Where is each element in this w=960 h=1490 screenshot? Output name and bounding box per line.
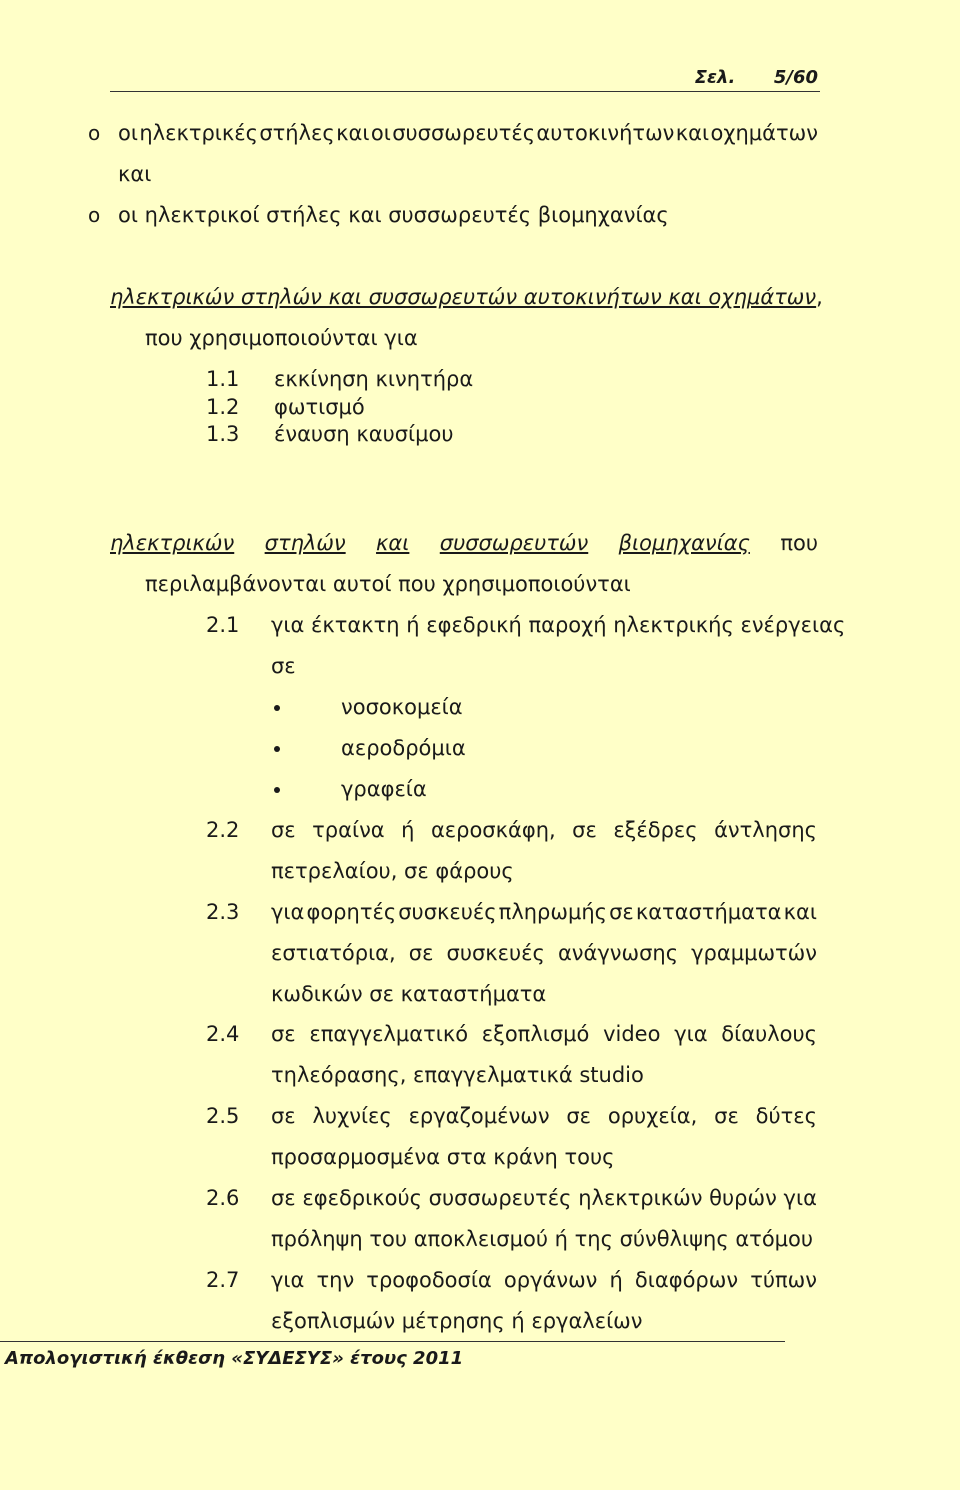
word: συσκευές (446, 941, 545, 965)
item-text-continuation: τηλεόρασης, επαγγελματικά studio (271, 1063, 644, 1087)
word: λυχνίες (312, 1104, 392, 1128)
page-header (695, 67, 818, 88)
bullet-item: νοσοκομεία (341, 695, 463, 719)
word: και (336, 121, 370, 145)
item-text-continuation: κωδικών σε καταστήματα (271, 982, 547, 1006)
word: πληρωμής (498, 900, 607, 924)
word: εφεδρικούς (302, 1186, 422, 1210)
word: καταστήματα (635, 900, 782, 924)
word: δύτες (755, 1104, 817, 1128)
item-text (271, 1024, 817, 1045)
word: σε (271, 1104, 296, 1128)
word: εξοπλισμό (481, 1022, 590, 1046)
word: οχημάτων (710, 121, 818, 145)
item-number: 1.2 (206, 395, 240, 419)
word: φορητές (306, 900, 397, 924)
word: οι (370, 121, 391, 145)
word: συσσωρευτές (392, 121, 536, 145)
word: θυρών (709, 1186, 777, 1210)
word: σε (714, 1104, 739, 1128)
item-text (271, 1106, 817, 1127)
item-text: φωτισμό (274, 395, 365, 419)
page-number: 5/60 (773, 67, 818, 88)
word: ή (609, 1268, 623, 1292)
word: δίαυλους (721, 1022, 817, 1046)
item-number: 2.4 (206, 1022, 240, 1046)
word: τύπων (750, 1268, 817, 1292)
word: για (271, 1268, 305, 1292)
item-text: εκκίνηση κινητήρα (274, 367, 474, 391)
word: επαγγελματικό (309, 1022, 469, 1046)
word: σε (271, 1022, 296, 1046)
section1-subheading: που χρησιμοποιούνται για (145, 326, 418, 350)
item-text (271, 1188, 817, 1209)
word: οι (118, 121, 138, 145)
item-text: έναυση καυσίμου (274, 422, 454, 446)
word: σε (572, 818, 597, 842)
word: αεροσκάφη, (430, 818, 556, 842)
item-number: 1.3 (206, 422, 240, 446)
section1-heading: ηλεκτρικών στηλών και συσσωρευτών αυτοκινήτων και οχημάτων, (110, 285, 823, 309)
word: σε (408, 941, 434, 965)
item-number: 2.5 (206, 1104, 240, 1128)
word: διαφόρων (634, 1268, 739, 1292)
word: και (675, 121, 710, 145)
item-text (271, 820, 817, 841)
word: τραίνα (312, 818, 385, 842)
word: εργαζομένων (408, 1104, 550, 1128)
item-text-continuation: πετρελαίου, σε φάρους (271, 859, 514, 883)
list-marker: o (88, 203, 101, 227)
word: σε (566, 1104, 592, 1128)
word: και (783, 900, 817, 924)
item-text: για έκτακτη ή εφεδρική παροχή ηλεκτρικής ενέργειας (271, 613, 846, 637)
word: αυτοκινήτων (536, 121, 675, 145)
bullet-dot (274, 787, 280, 793)
word: video (603, 1022, 661, 1046)
word: εστιατόρια, (271, 941, 396, 965)
word: εξέδρες (613, 818, 698, 842)
page-label: Σελ. (694, 67, 736, 88)
item-text (271, 1270, 817, 1291)
word: στήλες (259, 121, 335, 145)
item-number: 2.3 (206, 900, 240, 924)
word: γραμμωτών (691, 941, 817, 965)
item-number: 2.6 (206, 1186, 240, 1210)
list-item (118, 123, 818, 144)
item-text-continuation: σε (271, 654, 296, 678)
word: τροφοδοσία (366, 1268, 492, 1292)
word: σε (271, 818, 296, 842)
word: συσσωρευτές (428, 1186, 572, 1210)
section2-heading: ηλεκτρικών στηλών και συσσωρευτών βιομηχανίας που (110, 531, 818, 555)
item-text-continuation (271, 943, 817, 964)
bullet-item: αεροδρόμια (341, 736, 466, 760)
list-marker: o (88, 121, 101, 145)
bullet-dot (274, 705, 280, 711)
word: ηλεκτρικών (578, 1186, 703, 1210)
section2-subheading: περιλαμβάνονται αυτοί που χρησιμοποιούνται (145, 572, 631, 596)
word: συσκευές (398, 900, 497, 924)
item-number: 2.7 (206, 1268, 240, 1292)
word: σε (271, 1186, 296, 1210)
item-text-continuation: πρόληψη του αποκλεισμού ή της σύνθλιψης ατόμου (271, 1227, 814, 1251)
bullet-dot (274, 746, 280, 752)
word: άντλησης (714, 818, 817, 842)
item-number: 2.2 (206, 818, 240, 842)
header-rule (110, 91, 820, 92)
bullet-item: γραφεία (341, 777, 427, 801)
footer-rule (0, 1341, 785, 1342)
item-text (271, 902, 817, 923)
word: ηλεκτρικές (139, 121, 258, 145)
item-text-continuation: προσαρμοσμένα στα κράνη τους (271, 1145, 615, 1169)
word: ή (401, 818, 415, 842)
item-number: 2.1 (206, 613, 240, 637)
list-item: οι ηλεκτρικοί στήλες και συσσωρευτές βιομηχανίας (118, 203, 669, 227)
word: για (783, 1186, 817, 1210)
word: ορυχεία, (607, 1104, 698, 1128)
item-text-continuation: εξοπλισμών μέτρησης ή εργαλείων (271, 1309, 643, 1333)
word: σε (609, 900, 634, 924)
word: για (674, 1022, 708, 1046)
word: την (316, 1268, 355, 1292)
list-item-continuation: και (118, 162, 152, 186)
word: οργάνων (503, 1268, 598, 1292)
footer-text: Απολογιστική έκθεση «ΣΥΔΕΣΥΣ» έτους 2011 (5, 1348, 464, 1369)
word: ανάγνωσης (557, 941, 679, 965)
item-number: 1.1 (206, 367, 240, 391)
word: για (271, 900, 305, 924)
